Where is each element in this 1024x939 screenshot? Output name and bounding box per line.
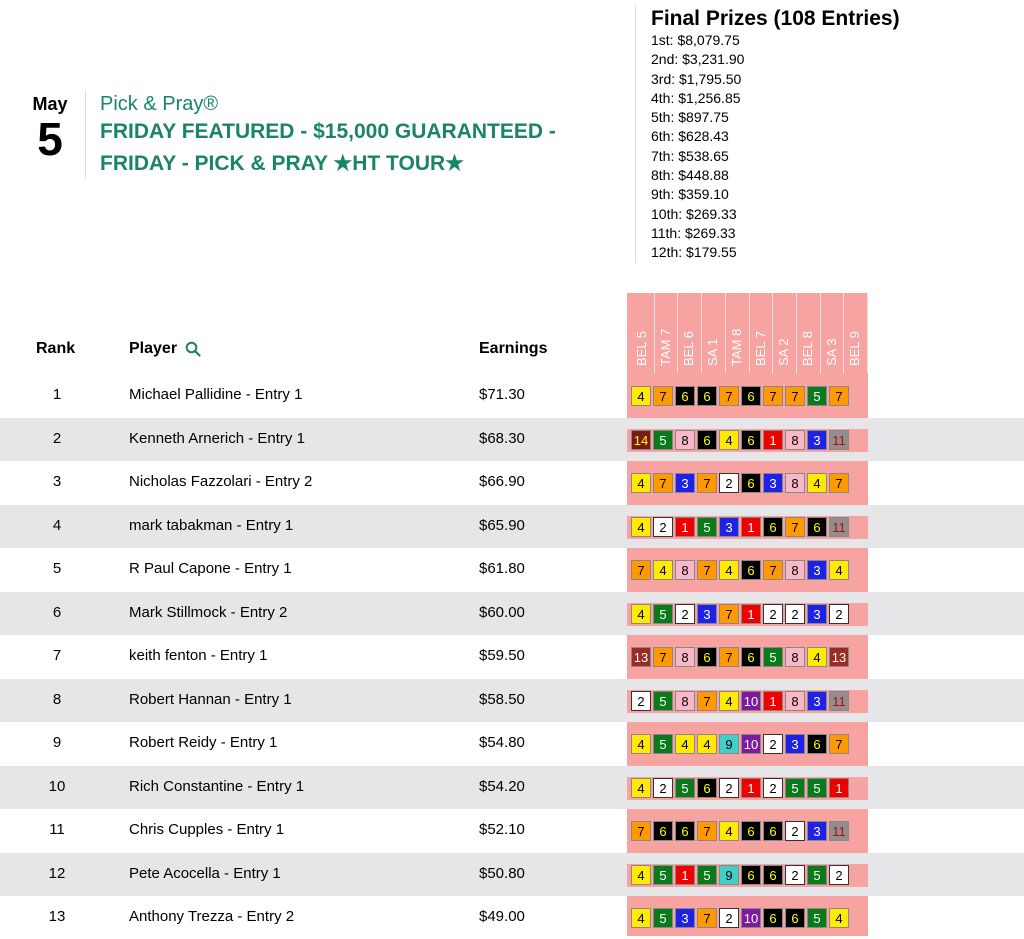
pick-chip: 6: [697, 647, 717, 667]
pick-chip: 1: [763, 691, 783, 711]
picks-strip: [627, 777, 868, 800]
picks-strip: [627, 559, 868, 582]
pick-chip: 7: [653, 473, 673, 493]
race-label: TAM 7: [657, 328, 673, 366]
pick-chip: 3: [807, 430, 827, 450]
pick-chip: 7: [631, 821, 651, 841]
event-brand: Pick & Pray®: [100, 93, 219, 115]
pick-chip: 2: [653, 517, 673, 537]
pick-chip: 7: [719, 647, 739, 667]
race-headers: [627, 293, 868, 373]
prize-item: 5th: $897.75: [651, 109, 729, 126]
table-row[interactable]: [0, 896, 1024, 939]
pick-chip: 6: [741, 473, 761, 493]
picks-strip: [627, 690, 868, 713]
player-name[interactable]: Chris Cupples - Entry 1: [129, 821, 285, 838]
rank-cell: 5: [52, 560, 62, 577]
pick-chip: 3: [675, 908, 695, 928]
race-column-header: [773, 293, 797, 373]
pick-chip: 5: [697, 865, 717, 885]
pick-chip: 8: [675, 691, 695, 711]
race-label: SA 3: [823, 338, 839, 366]
picks-strip: [627, 864, 868, 887]
earnings-cell: $52.10: [479, 821, 525, 838]
pick-chip: 7: [697, 473, 717, 493]
race-column-header: [726, 293, 750, 373]
picks-strip: [627, 603, 868, 626]
table-row[interactable]: [0, 766, 1024, 809]
rank-cell: 4: [52, 516, 62, 534]
earnings-cell: $54.80: [479, 734, 525, 751]
pick-chip: 7: [697, 908, 717, 928]
pick-chip: 5: [763, 647, 783, 667]
pick-chip: 5: [807, 865, 827, 885]
event-month: May: [32, 94, 68, 114]
pick-chip: 11: [829, 691, 849, 711]
pick-chip: 4: [631, 473, 651, 493]
event-day: 5: [37, 113, 63, 165]
picks-strip: [627, 429, 868, 452]
pick-chip: 7: [697, 560, 717, 580]
pick-chip: 3: [807, 821, 827, 841]
pick-chip: 2: [829, 865, 849, 885]
pick-chip: 8: [675, 560, 695, 580]
race-label: BEL 6: [681, 331, 697, 366]
pick-chip: 3: [675, 473, 695, 493]
pick-chip: 7: [697, 821, 717, 841]
pick-chip: 7: [763, 386, 783, 406]
player-name[interactable]: keith fenton - Entry 1: [129, 647, 268, 664]
pick-chip: 7: [829, 473, 849, 493]
pick-chip: 1: [675, 517, 695, 537]
pick-chip: 7: [631, 560, 651, 580]
pick-chip: 2: [785, 821, 805, 841]
pick-chip: 6: [697, 778, 717, 798]
table-row[interactable]: [0, 679, 1024, 722]
picks-strip: [627, 472, 868, 495]
pick-chip: 14: [631, 430, 651, 450]
pick-chip: 9: [719, 865, 739, 885]
pick-chip: 2: [719, 908, 739, 928]
pick-chip: 4: [807, 647, 827, 667]
pick-chip: 5: [697, 517, 717, 537]
pick-chip: 5: [653, 604, 673, 624]
table-row[interactable]: [0, 853, 1024, 896]
race-column-header: [797, 293, 821, 373]
pick-chip: 10: [741, 691, 761, 711]
player-name[interactable]: mark tabakman - Entry 1: [129, 516, 294, 534]
event-title: FRIDAY FEATURED - $15,000 GUARANTEED - FRIDAY - PICK & PRAY ★HT TOUR★: [100, 120, 556, 175]
prize-item: 10th: $269.33: [651, 205, 737, 222]
pick-chip: 9: [719, 734, 739, 754]
pick-chip: 6: [807, 517, 827, 537]
race-label: BEL 9: [847, 331, 863, 366]
race-column-header: [821, 293, 845, 373]
pick-chip: 7: [653, 386, 673, 406]
earnings-cell: $49.00: [479, 908, 525, 925]
table-row[interactable]: [0, 505, 1024, 548]
pick-chip: 1: [741, 517, 761, 537]
pick-chip: 5: [653, 908, 673, 928]
rank-cell: 12: [48, 864, 66, 882]
rank-cell: 10: [48, 777, 66, 795]
pick-chip: 8: [675, 430, 695, 450]
pick-chip: 1: [675, 865, 695, 885]
race-column-header: [678, 293, 702, 373]
pick-chip: 5: [807, 386, 827, 406]
pick-chip: 4: [631, 386, 651, 406]
rank-cell: 6: [52, 603, 62, 621]
table-row[interactable]: [0, 418, 1024, 461]
prize-item: 12th: $179.55: [651, 244, 737, 261]
pick-chip: 11: [829, 517, 849, 537]
pick-chip: 3: [719, 517, 739, 537]
pick-chip: 4: [675, 734, 695, 754]
pick-chip: 2: [719, 778, 739, 798]
pick-chip: 6: [741, 865, 761, 885]
prize-item: 9th: $359.10: [651, 186, 729, 203]
race-label: BEL 8: [799, 331, 815, 366]
pick-chip: 6: [653, 821, 673, 841]
player-name[interactable]: Kenneth Arnerich - Entry 1: [129, 429, 305, 447]
pick-chip: 6: [741, 430, 761, 450]
player-name[interactable]: Robert Reidy - Entry 1: [129, 734, 278, 751]
earnings-cell: $66.90: [479, 473, 525, 490]
pick-chip: 7: [697, 691, 717, 711]
event-date: [28, 94, 72, 164]
pick-chip: 6: [697, 430, 717, 450]
pick-chip: 6: [741, 647, 761, 667]
picks-strip: [627, 733, 868, 756]
player-name[interactable]: R Paul Capone - Entry 1: [129, 560, 292, 577]
pick-chip: 2: [631, 691, 651, 711]
rank-cell: 3: [52, 473, 62, 490]
pick-chip: 7: [829, 386, 849, 406]
race-label: TAM 8: [728, 328, 744, 366]
rank-cell: 1: [52, 386, 62, 403]
player-name[interactable]: Nicholas Fazzolari - Entry 2: [129, 473, 313, 490]
table-row[interactable]: [0, 461, 1024, 504]
pick-chip: 4: [631, 908, 651, 928]
pick-chip: 2: [785, 604, 805, 624]
table-row[interactable]: [0, 374, 1024, 417]
pick-chip: 4: [719, 560, 739, 580]
pick-chip: 4: [719, 821, 739, 841]
pick-chip: 7: [719, 604, 739, 624]
pick-chip: 4: [653, 560, 673, 580]
player-name[interactable]: Anthony Trezza - Entry 2: [129, 908, 295, 925]
prize-item: 7th: $538.65: [651, 147, 729, 164]
earnings-cell: $68.30: [479, 429, 525, 447]
pick-chip: 7: [653, 647, 673, 667]
pick-chip: 8: [675, 647, 695, 667]
prize-item: 3rd: $1,795.50: [651, 70, 742, 87]
pick-chip: 4: [631, 778, 651, 798]
race-label: SA 2: [776, 338, 792, 366]
pick-chip: 7: [785, 517, 805, 537]
pick-chip: 2: [653, 778, 673, 798]
earnings-cell: $71.30: [479, 386, 525, 403]
rank-cell: 8: [52, 690, 62, 708]
pick-chip: 4: [807, 473, 827, 493]
pick-chip: 5: [807, 908, 827, 928]
picks-strip: [627, 646, 868, 669]
earnings-cell: $58.50: [479, 690, 525, 708]
pick-chip: 11: [829, 430, 849, 450]
player-name[interactable]: Michael Pallidine - Entry 1: [129, 386, 303, 403]
pick-chip: 3: [763, 473, 783, 493]
pick-chip: 5: [785, 778, 805, 798]
player-name[interactable]: Mark Stillmock - Entry 2: [129, 603, 288, 621]
pick-chip: 6: [763, 908, 783, 928]
rank-cell: 11: [49, 821, 65, 838]
pick-chip: 1: [741, 778, 761, 798]
pick-chip: 6: [807, 734, 827, 754]
prizes-divider: [635, 5, 636, 263]
rank-cell: 13: [48, 908, 66, 925]
prize-item: 1st: $8,079.75: [651, 32, 740, 48]
earnings-cell: $60.00: [479, 603, 525, 621]
pick-chip: 5: [653, 691, 673, 711]
pick-chip: 5: [653, 865, 673, 885]
prize-item: 8th: $448.88: [651, 167, 729, 184]
rank-cell: 2: [52, 429, 62, 447]
pick-chip: 7: [829, 734, 849, 754]
earnings-cell: $50.80: [479, 864, 525, 882]
earnings-cell: $61.80: [479, 560, 525, 577]
picks-strip: [627, 907, 868, 930]
pick-chip: 10: [741, 908, 761, 928]
pick-chip: 4: [631, 865, 651, 885]
pick-chip: 4: [631, 517, 651, 537]
earnings-cell: $54.20: [479, 777, 525, 795]
pick-chip: 6: [675, 386, 695, 406]
pick-chip: 5: [807, 778, 827, 798]
table-row[interactable]: [0, 548, 1024, 591]
race-column-header: [750, 293, 774, 373]
earnings-cell: $59.50: [479, 647, 525, 664]
pick-chip: 8: [785, 430, 805, 450]
race-column-header: [631, 293, 655, 373]
pick-chip: 10: [741, 734, 761, 754]
picks-strip: [627, 516, 868, 539]
pick-chip: 2: [719, 473, 739, 493]
picks-strip: [627, 820, 868, 843]
pick-chip: 2: [829, 604, 849, 624]
race-column-header: [844, 293, 868, 373]
pick-chip: 8: [785, 691, 805, 711]
pick-chip: 6: [675, 821, 695, 841]
pick-chip: 5: [675, 778, 695, 798]
final-prizes: [651, 7, 900, 263]
rank-header: Rank: [36, 340, 76, 357]
player-name[interactable]: Rich Constantine - Entry 1: [129, 777, 305, 795]
table-row[interactable]: [0, 809, 1024, 852]
pick-chip: 6: [785, 908, 805, 928]
player-name[interactable]: Robert Hannan - Entry 1: [129, 690, 292, 708]
pick-chip: 6: [741, 386, 761, 406]
prize-item: 2nd: $3,231.90: [651, 51, 745, 68]
pick-chip: 6: [741, 560, 761, 580]
pick-chip: 4: [829, 908, 849, 928]
event-header: [100, 92, 620, 180]
table-row[interactable]: [0, 635, 1024, 678]
pick-chip: 1: [763, 430, 783, 450]
prizes-heading: Final Prizes (108 Entries): [651, 7, 900, 30]
race-column-header: [655, 293, 679, 373]
pick-chip: 6: [763, 517, 783, 537]
pick-chip: 2: [675, 604, 695, 624]
pick-chip: 5: [653, 430, 673, 450]
pick-chip: 13: [829, 647, 849, 667]
pick-chip: 2: [763, 778, 783, 798]
pick-chip: 3: [785, 734, 805, 754]
pick-chip: 4: [631, 734, 651, 754]
pick-chip: 1: [741, 604, 761, 624]
earnings-header: Earnings: [479, 340, 548, 357]
pick-chip: 6: [763, 821, 783, 841]
picks-strip: [627, 385, 868, 408]
pick-chip: 3: [807, 560, 827, 580]
pick-chip: 7: [785, 386, 805, 406]
race-label: SA 1: [705, 338, 721, 366]
race-label: BEL 5: [634, 331, 649, 366]
pick-chip: 4: [719, 691, 739, 711]
pick-chip: 2: [785, 865, 805, 885]
pick-chip: 2: [763, 604, 783, 624]
pick-chip: 8: [785, 560, 805, 580]
table-row[interactable]: [0, 722, 1024, 765]
pick-chip: 13: [631, 647, 651, 667]
pick-chip: 5: [653, 734, 673, 754]
rank-cell: 7: [52, 647, 62, 664]
table-row[interactable]: [0, 592, 1024, 635]
earnings-cell: $65.90: [479, 516, 525, 534]
race-label: BEL 7: [752, 331, 768, 366]
pick-chip: 3: [807, 604, 827, 624]
pick-chip: 8: [785, 473, 805, 493]
pick-chip: 6: [763, 865, 783, 885]
date-divider: [85, 90, 86, 178]
pick-chip: 4: [631, 604, 651, 624]
pick-chip: 3: [807, 691, 827, 711]
pick-chip: 7: [719, 386, 739, 406]
prize-list: [651, 31, 900, 263]
search-icon[interactable]: [185, 341, 201, 357]
pick-chip: 4: [719, 430, 739, 450]
pick-chip: 4: [697, 734, 717, 754]
pick-chip: 3: [697, 604, 717, 624]
player-header[interactable]: [129, 340, 201, 358]
prize-item: 4th: $1,256.85: [651, 89, 741, 106]
pick-chip: 6: [741, 821, 761, 841]
pick-chip: 8: [785, 647, 805, 667]
pick-chip: 2: [763, 734, 783, 754]
pick-chip: 7: [763, 560, 783, 580]
rank-cell: 9: [52, 734, 62, 751]
pick-chip: 6: [697, 386, 717, 406]
player-header-label: Player: [129, 340, 178, 357]
prize-item: 11th: $269.33: [651, 224, 736, 241]
pick-chip: 11: [829, 821, 849, 841]
prize-item: 6th: $628.43: [651, 128, 729, 145]
player-name[interactable]: Pete Acocella - Entry 1: [129, 864, 281, 882]
race-column-header: [702, 293, 726, 373]
pick-chip: 4: [829, 560, 849, 580]
pick-chip: 1: [829, 778, 849, 798]
